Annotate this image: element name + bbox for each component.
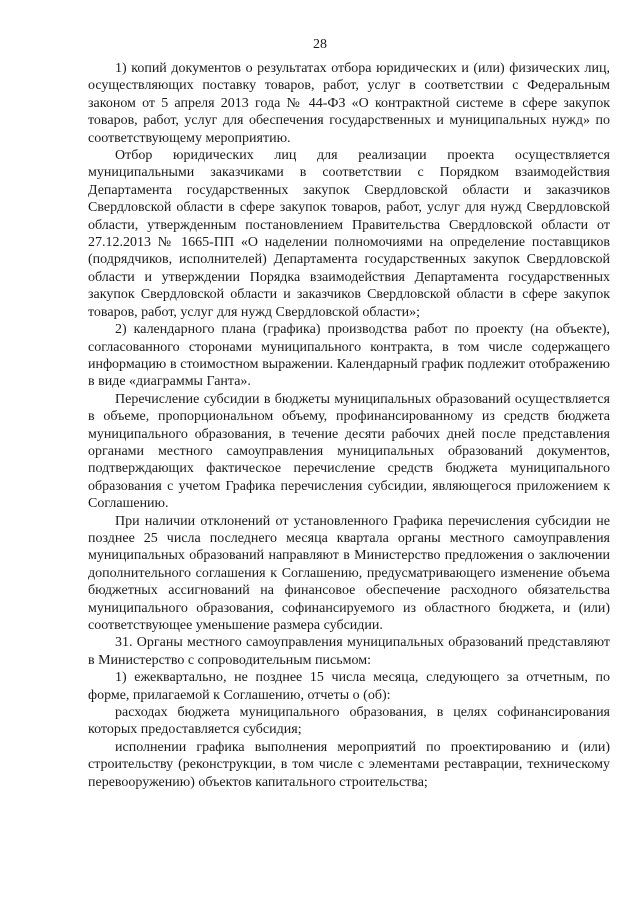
paragraph-schedule-deviations: При наличии отклонений от установленного Графика перечисления субсидии не позднее 25 числа последнего месяца квартала органы местного самоуправления муниципальных образований направляют в Министерство предложения о заключении дополнительного соглашения к Соглашению, предусматривающего изменение объема бюджетных ассигнований на финансовое обеспечение расходного обязательства муниципального образования, софинансируемого из областного бюджета, и (или) соответствующее уменьшение размера субсидии. [88,513,610,633]
page-number: 28 [313,37,327,52]
paragraph-item-2-calendar-plan: 2) календарного плана (графика) производства работ по проекту (на объекте), согласованного сторонами муниципального контракта, в том числе содержащего информацию в стоимостном выражении. Календарный график подлежит отображению в виде «диаграммы Ганта». [88,322,610,390]
paragraph-quarterly-reports: 1) ежеквартально, не позднее 15 числа месяца, следующего за отчетным, по форме, прилагаемой к Соглашению, отчеты о (об): [88,670,610,703]
paragraph-selection-of-legal-entities: Отбор юридических лиц для реализации проекта осуществляется муниципальными заказчиками в соответствии с Порядком взаимодействия Департамента государственных закупок Свердловской области и заказчиков Свердловской области в сфере закупок товаров, работ, услуг для нужд Свердловской области, утвержденным постановлением Правительства Свердловской области от 27.12.2013 № 1665-ПП «О наделении полномочиями на определение поставщиков (подрядчиков, исполнителей) Департамента государственных закупок Свердловской области и утверждении Порядка взаимодействия Департамента государственных закупок Свердловской области и заказчиков Свердловской области в сфере закупок товаров, работ, услуг для нужд Свердловской области»; [88,148,610,320]
paragraph-item-1-documents: 1) копий документов о результатах отбора юридических и (или) физических лиц, осуществляющих поставку товаров, работ, услуг в соответствии с Федеральным законом от 5 апреля 2013 года № 44-ФЗ «О контрактной системе в сфере закупок товаров, работ, услуг для обеспечения государственных и муниципальных нужд» по соответствующему мероприятию. [88,61,610,146]
paragraph-subsidy-transfer: Перечисление субсидии в бюджеты муниципальных образований осуществляется в объеме, пропорциональном объему, профинансированному из средств бюджета муниципального образования, в течение десяти рабочих дней после представления органами местного самоуправления муниципальных образований документов, подтверждающих фактическое перечисление средств бюджета муниципального образования с учетом Графика перечисления субсидии, являющегося приложением к Соглашению. [88,391,610,512]
document-body [88,60,610,791]
paragraph-clause-31: 31. Органы местного самоуправления муниципальных образований представляют в Министерство с сопроводительным письмом: [88,635,610,668]
paragraph-budget-expenditures: расходах бюджета муниципального образования, в целях софинансирования которых предоставляется субсидия; [88,705,610,738]
paragraph-schedule-execution: исполнении графика выполнения мероприятий по проектированию и (или) строительству (реконструкции, в том числе с элементами реставрации, техническому перевооружению) объектов капитального строительства; [88,739,610,790]
